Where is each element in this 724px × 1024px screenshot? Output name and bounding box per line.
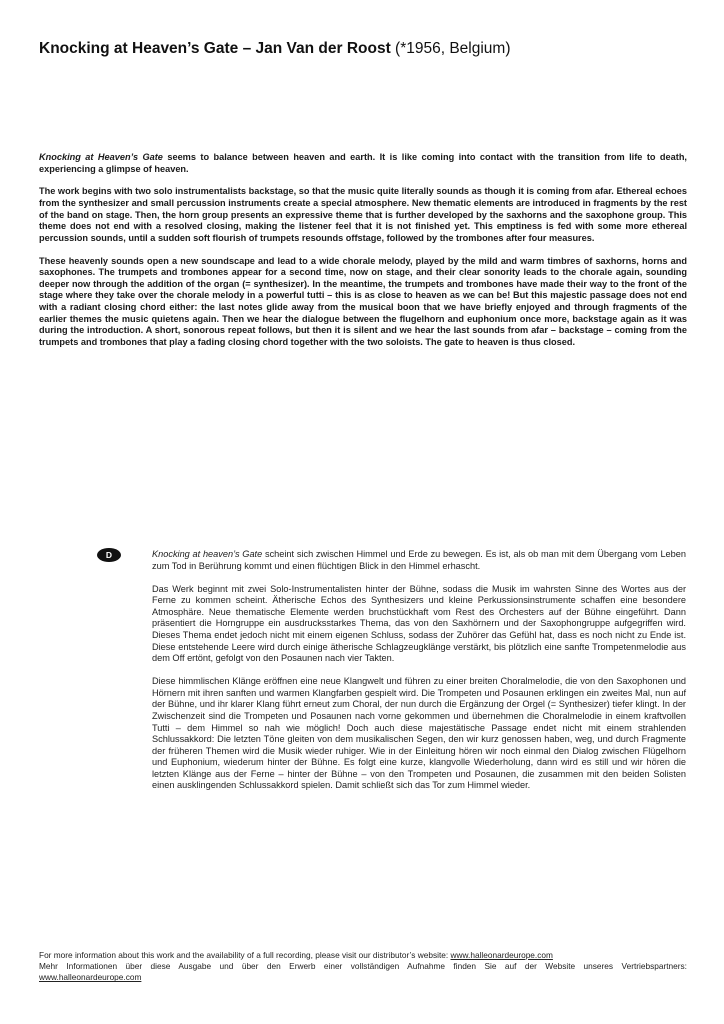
distributor-link[interactable]: www.halleonardeurope.com bbox=[450, 950, 553, 960]
english-paragraph: These heavenly sounds open a new soundscape and lead to a wide chorale melody, played by the mild and warm timbres of saxhorns, horns and saxophones. The trumpets and trombones appear for a second time, now on stage, and their clear sonority leads to the chorale again, sounding deeper now through the addition of the organ (= synthesizer). In the meantime, the trumpets and trombones have made their way to the front of the stage where they take over the chorale melody in a powerful tutti – this is as close to heaven as we can be! But this majestic passage does not end with a radiant closing chord either: the last notes glide away from the musical boon that we have briefly enjoyed and through fragments of the earlier themes the music quietens again. Then we hear the dialogue between the flugelhorn and euphonium once more, backstage again as it was during the introduction. A short, sonorous repeat follows, but then it is silent and we hear the last sounds from afar – backstage – coming from the trumpets and trombones that play a fading closing chord together with the two soloists. The gate to heaven is thus closed. bbox=[39, 255, 687, 347]
german-paragraph bbox=[152, 549, 686, 572]
title-subtitle: (*1956, Belgium) bbox=[390, 40, 511, 57]
work-title-italic: Knocking at heaven’s Gate bbox=[152, 549, 263, 559]
footer-german-link-line bbox=[39, 972, 687, 983]
english-paragraph bbox=[39, 152, 687, 175]
german-paragraph-text: scheint sich zwischen Himmel und Erde zu bewegen. Es ist, als ob man mit dem Übergang vom Leben zum Tod in Berührung kommt und einen flüchtigen Blick in den Himmel erhascht. bbox=[152, 549, 686, 571]
footer-english bbox=[39, 950, 687, 961]
language-badge-german: D bbox=[97, 548, 121, 562]
english-description bbox=[39, 152, 687, 359]
english-paragraph-text: seems to balance between heaven and earth. It is like coming into contact with the transition from life to death, experiencing a glimpse of heaven. bbox=[39, 152, 687, 174]
german-paragraph: Das Werk beginnt mit zwei Solo-Instrumentalisten hinter der Bühne, sodass die Musik im wahrsten Sinne des Wortes aus der Ferne zu kommen scheint. Ätherische Echos des Synthesizers und kleine Perkussionsinstrumente schaffen eine besondere Atmosphäre. Neue thematische Elemente werden bruchstückhaft vom Rest des Orchesters auf der Bühne eingeführt. Dann präsentiert die Horngruppe ein ausdrucksstarkes Thema, das von den Saxhörnern und der Saxophongruppe aufgegriffen wird. Dieses Thema endet jedoch nicht mit einem eigenen Schluss, sodass der Zuhörer das Gefühl hat, dass es noch nicht zu Ende ist. Diese entstehende Leere wird durch einige ätherische Schlagzeugklänge verstärkt, bis plötzlich eine sanfte Trompetenmelodie aus dem Off ertönt, gefolgt von den Posaunen nach vier Takten. bbox=[152, 583, 686, 664]
footer-german-text: Mehr Informationen über diese Ausgabe und über den Erwerb einer vollständigen Aufnahme finden Sie auf der Website unseres Vertriebspartners: bbox=[39, 961, 687, 972]
work-title-italic: Knocking at Heaven’s Gate bbox=[39, 152, 163, 162]
footer bbox=[39, 950, 687, 984]
footer-english-text: For more information about this work and the availability of a full recording, please visit our distributor’s website: bbox=[39, 950, 451, 960]
title-main: Knocking at Heaven’s Gate – Jan Van der Roost bbox=[39, 40, 391, 57]
german-paragraph: Diese himmlischen Klänge eröffnen eine neue Klangwelt und führen zu einer breiten Choralmelodie, die von den Saxophonen und Hörnern mit ihren sanften und warmen Klangfarben gespielt wird. Die Trompeten und Posaunen erklingen ein zweites Mal, nun auf der Bühne, und ihr klarer Klang führt erneut zum Choral, der nun durch die Ergänzung der Orgel (= Synthesizer) tiefer klingt. In der Zwischenzeit sind die Trompeten und Posaunen nach vorne gekommen und übernehmen die Choralmelodie in einem kraftvollen Tutti – dem Himmel so nah wie möglich! Doch auch diese majestätische Passage endet nicht mit einem strahlenden Schlussakkord: Die letzten Töne gleiten von dem musikalischen Segen, den wir kurz genossen haben, weg, und durch Fragmente der früheren Themen wird die Musik wieder ruhiger. Wie in der Einleitung hören wir noch einmal den Dialog zwischen Flügelhorn und Euphonium, wiederum hinter der Bühne. Es folgt eine kurze, klangvolle Wiederholung, dann wird es still und wir hören die letzten Klänge aus der Ferne – hinter der Bühne – von den Trompeten und Posaunen, die zusammen mit den beiden Solisten einen ausklingenden Schlussakkord spielen. Damit schließt sich das Tor zum Himmel wieder. bbox=[152, 676, 686, 791]
english-paragraph: The work begins with two solo instrumentalists backstage, so that the music quite literally sounds as though it is coming from afar. Ethereal echoes from the synthesizer and small percussion instruments create a special atmosphere. New thematic elements are introduced in fragments by the rest of the band on stage. Then, the horn group presents an expressive theme that is further developed by the saxhorns and the saxophone group. This theme does not end with a resolved closing, making the listener feel that it is not finished yet. This emptiness is fed with some more ethereal percussion sounds, until a sudden soft flourish of trumpets resounds offstage, followed by the trombones after four measures. bbox=[39, 186, 687, 243]
german-description bbox=[152, 549, 686, 803]
distributor-link-german[interactable]: www.halleonardeurope.com bbox=[39, 972, 142, 983]
page-title bbox=[39, 40, 511, 58]
